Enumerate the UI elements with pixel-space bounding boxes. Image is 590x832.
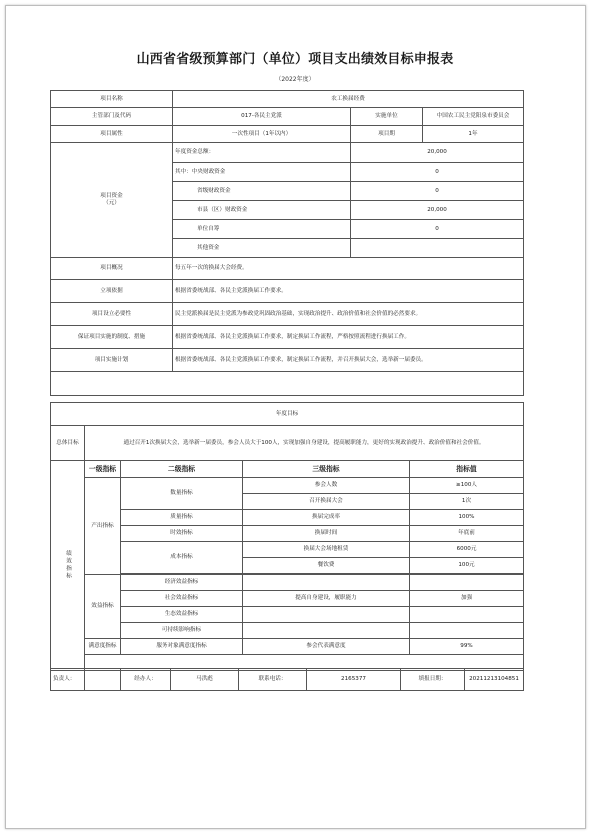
sustain-indicator: 可持续影响指标 [121, 623, 243, 639]
cost-indicator: 成本指标 [121, 542, 243, 574]
indicator-name: 提高自身建设，履职能力 [243, 591, 410, 607]
indicator-value: 年底前 [410, 526, 524, 542]
overall-goal-label: 总体目标 [51, 426, 85, 461]
overall-goal-value: 通过召开1次换届大会，选举新一届委员，参会人员大于100人，实现加强自身建设，提高履职能力，更好的实现政治提升、政治价值和社会价值。 [85, 426, 524, 461]
col-level2: 二级指标 [121, 461, 243, 478]
leader-value [85, 669, 121, 691]
handler-value: 马洪彪 [171, 669, 239, 691]
necessity-label: 项目设立必要性 [51, 303, 173, 326]
fund-row-value: 20,000 [351, 201, 524, 220]
project-info-table [50, 90, 524, 396]
date-value: 20211213104851 [465, 669, 524, 691]
col-level1: 一级指标 [85, 461, 121, 478]
annual-goal-header: 年度目标 [51, 403, 524, 426]
perf-indicator-label: 绩效指标 [51, 461, 85, 671]
project-name-value: 农工换届经费 [173, 91, 524, 108]
indicator-value: 1次 [410, 494, 524, 510]
plan-label: 项目实施计划 [51, 349, 173, 372]
period-value: 1年 [423, 126, 524, 143]
form-year: （2022年度） [275, 76, 315, 83]
fund-row-value: 0 [351, 182, 524, 201]
indicator-name [243, 623, 410, 639]
annual-goal-table [50, 402, 524, 461]
quality-indicator: 质量指标 [121, 510, 243, 526]
indicator-name: 参会代表满意度 [243, 639, 410, 655]
indicator-value [410, 623, 524, 639]
funds-label [51, 143, 173, 258]
attr-label: 项目属性 [51, 126, 173, 143]
phone-value: 2165377 [307, 669, 401, 691]
funds-unit-text: （元） [103, 200, 120, 206]
fund-row-value: 20,000 [351, 143, 524, 163]
dept-value: 017-各民主党派 [173, 108, 351, 126]
indicator-value: 100% [410, 510, 524, 526]
fund-row-label: 其中：中央财政资金 [173, 163, 351, 182]
satisfaction-indicator: 服务对象满意度指标 [121, 639, 243, 655]
impl-unit-label: 实施单位 [351, 108, 423, 126]
fund-row-label: 年度资金总额： [173, 143, 351, 163]
basis-label: 立项依据 [51, 280, 173, 303]
necessity-value: 民主党派换届是民主党派为参政党巩固政治基础，实现政治提升、政治价值和社会价值的必然要求。 [173, 303, 524, 326]
fund-row-label: 单位自筹 [173, 220, 351, 239]
blank-row [51, 372, 524, 396]
guarantee-label: 保证项目实施的制度、措施 [51, 326, 173, 349]
output-indicator-label: 产出指标 [85, 478, 121, 575]
col-level3: 三级指标 [243, 461, 410, 478]
benefit-indicator-label: 效益指标 [85, 575, 121, 639]
indicator-value: 加强 [410, 591, 524, 607]
indicator-value: 6000元 [410, 542, 524, 558]
impl-unit-value: 中国农工民主党阳泉市委员会 [423, 108, 524, 126]
indicator-name: 召开换届大会 [243, 494, 410, 510]
indicator-value: 99% [410, 639, 524, 655]
indicator-name: 换届时间 [243, 526, 410, 542]
date-label: 填报日期： [401, 669, 465, 691]
fund-row-label: 省级财政资金 [173, 182, 351, 201]
handler-label: 经办人： [121, 669, 171, 691]
fund-row-value [351, 239, 524, 258]
fund-row-label: 其他资金 [173, 239, 351, 258]
indicator-value: 100元 [410, 558, 524, 574]
fund-row-value: 0 [351, 220, 524, 239]
social-indicator: 社会效益指标 [121, 591, 243, 607]
basis-value: 根据省委统战部、各民主党派换届工作要求。 [173, 280, 524, 303]
period-label: 项目期 [351, 126, 423, 143]
indicator-name [243, 575, 410, 591]
attr-value: 一次性项目（1年以内） [173, 126, 351, 143]
fund-row-value: 0 [351, 163, 524, 182]
project-name-label: 项目名称 [51, 91, 173, 108]
guarantee-value: 根据省委统战部、各民主党派换届工作要求，制定换届工作流程，严格按照流程进行换届工作。 [173, 326, 524, 349]
indicators-table [50, 460, 524, 671]
indicator-name: 餐饮费 [243, 558, 410, 574]
leader-label: 负责人： [51, 669, 85, 691]
col-value: 指标值 [410, 461, 524, 478]
dept-label: 主管部门及代码 [51, 108, 173, 126]
eco-indicator: 生态效益指标 [121, 607, 243, 623]
quantity-indicator: 数量指标 [121, 478, 243, 510]
funds-label-text: 项目资金 [100, 193, 123, 200]
indicator-name: 换届完成率 [243, 510, 410, 526]
indicator-name [243, 607, 410, 623]
signature-row [50, 668, 524, 691]
indicator-name: 参会人数 [243, 478, 410, 494]
indicator-value [410, 607, 524, 623]
econ-indicator: 经济效益指标 [121, 575, 243, 591]
fund-row-label: 市县（区）财政资金 [173, 201, 351, 220]
indicator-name: 换届大会场地租赁 [243, 542, 410, 558]
overview-label: 项目概况 [51, 258, 173, 280]
plan-value: 根据省委统战部、各民主党派换届工作要求，制定换届工作流程，并召开换届大会，选举新一届委员。 [173, 349, 524, 372]
phone-label: 联系电话： [239, 669, 307, 691]
form-title: 山西省省级预算部门（单位）项目支出绩效目标申报表 [136, 52, 454, 67]
indicator-value: ≥100人 [410, 478, 524, 494]
overview-value: 每五年一次的换届大会经费。 [173, 258, 524, 280]
indicator-value [410, 575, 524, 591]
satisfaction-indicator-label: 满意度指标 [85, 639, 121, 655]
timeliness-indicator: 时效指标 [121, 526, 243, 542]
